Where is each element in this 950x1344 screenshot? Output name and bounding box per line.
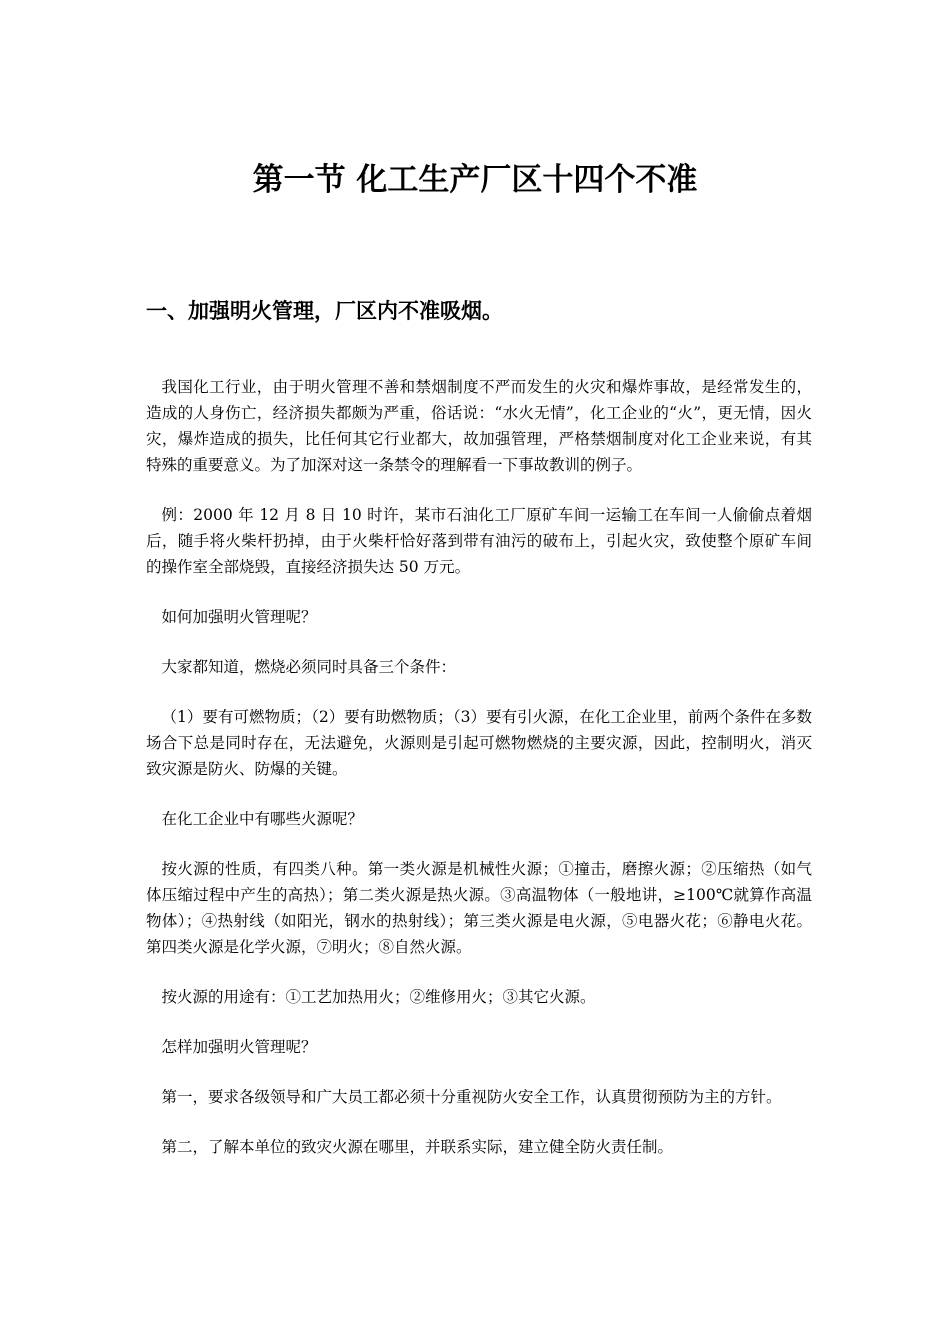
paragraph-intro: 我国化工行业，由于明火管理不善和禁烟制度不严而发生的火灾和爆炸事故，是经常发生的，造成的人身伤亡，经济损失都颇为严重，俗话说：“水火无情”，化工企业的“火”，更无情，因火灾，爆炸造成的损失，比任何其它行业都大，故加强管理，严格禁烟制度对化工企业来说，有其特殊的重要意义。为了加深对这一条禁令的理解看一下事故教训的例子。: [146, 378, 812, 474]
paragraph-question-sources: 在化工企业中有哪些火源呢？: [161, 810, 364, 828]
paragraph-conditions: （1）要有可燃物质；（2）要有助燃物质；（3）要有引火源，在化工企业里，前两个条件在多数场合下总是同时存在，无法避免，火源则是引起可燃物燃烧的主要灾源，因此，控制明火，消灭致灾源是防火、防爆的关键。: [146, 708, 812, 778]
paragraph-second-measure: 第二，了解本单位的致灾火源在哪里，并联系实际，建立健全防火责任制。: [161, 1138, 674, 1156]
document-body: [146, 374, 812, 1184]
paragraph-question-how: 如何加强明火管理呢？: [161, 608, 317, 626]
paragraph-question-manage: 怎样加强明火管理呢？: [161, 1038, 317, 1056]
section-heading: 一、加强明火管理，厂区内不准吸烟。: [146, 299, 503, 323]
paragraph-source-types: 按火源的性质，有四类八种。第一类火源是机械性火源；①撞击，磨擦火源；②压缩热（如气体压缩过程中产生的高热）；第二类火源是热火源。③高温物体（一般地讲，≥100℃就算作高温物体）；④热射线（如阳光，钢水的热射线）；第三类火源是电火源，⑤电器火花；⑥静电火花。第四类火源是化学火源，⑦明火；⑧自然火源。: [146, 860, 812, 956]
paragraph-source-uses: 按火源的用途有：①工艺加热用火；②维修用火；③其它火源。: [161, 988, 596, 1006]
paragraph-example: 例：2000 年 12 月 8 日 10 时许，某市石油化工厂原矿车间一运输工在车间一人偷偷点着烟后，随手将火柴杆扔掉，由于火柴杆恰好落到带有油污的破布上，引起火灾，致使整个原矿车间的操作室全部烧毁，直接经济损失达 50 万元。: [146, 506, 812, 576]
paragraph-conditions-intro: 大家都知道，燃烧必须同时具备三个条件：: [161, 658, 457, 676]
document-title: 第一节 化工生产厂区十四个不准: [252, 162, 698, 198]
paragraph-first-measure: 第一，要求各级领导和广大员工都必须十分重视防火安全工作，认真贯彻预防为主的方针。: [161, 1088, 782, 1106]
